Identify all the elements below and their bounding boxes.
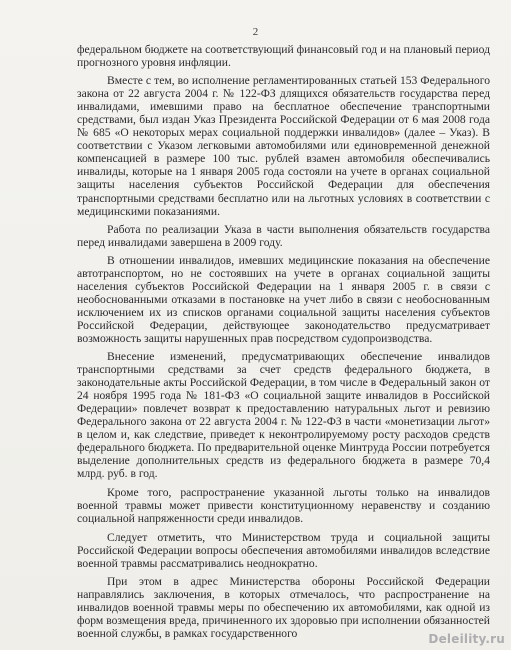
paragraph-ministry-review: Следует отметить, что Министерством труда и социальной защиты Российской Федерации вопросы обеспечения автомобилями инвалидов вследствие военной травмы рассматривались неоднократно. xyxy=(77,530,490,570)
paragraph-inequality: Кроме того, распространение указанной льготы только на инвалидов военной травмы может привести конституционному неравенству и созданию социальной напряженности среди инвалидов. xyxy=(77,485,490,525)
paragraph-unregistered-invalids: В отношении инвалидов, имевших медицинские показания на обеспечение автотранспортом, но не состоявших на учете в органах социальной защиты населения субъектов Российской Федерации на 1 января 2005 г. в связи с необоснованными отказами в постановке на учет либо в связи с необоснованным исключением их из списков органами социальной защиты населения субъектов Российской Федерации, действующее законодательство предусматривает возможность защиты нарушенных прав посредством судопроизводства. xyxy=(77,253,490,345)
document-body xyxy=(77,43,490,640)
page-number: 2 xyxy=(252,26,259,38)
paragraph-decree: Вместе с тем, во исполнение регламентированных статьей 153 Федерального закона от 22 августа 2004 г. № 122-ФЗ длящихся обязательств государства перед инвалидами, имевшими право на бесплатное обеспечение транспортными средствами, был издан Указ Президента Российской Федерации от 6 мая 2008 года № 685 «О некоторых мерах социальной поддержки инвалидов» (далее – Указ). В соответствии с Указом легковыми автомобилями или единовременной денежной компенсацией в размере 100 тыс. рублей взамен автомобиля обеспечивались инвалиды, которые на 1 января 2005 года состояли на учете в органах социальной защиты населения субъектов Российской Федерации для обеспечения транспортными средствами бесплатно или на льготных условиях в соответствии с медицинскими показаниями. xyxy=(77,74,490,218)
watermark: Deleility.ru xyxy=(428,632,505,646)
paragraph-decree-completed: Работа по реализации Указа в части выполнения обязательств государства перед инвалидами завершена в 2009 году. xyxy=(77,222,490,249)
paragraph-legislative-changes: Внесение изменений, предусматривающих обеспечение инвалидов транспортными средствами за счет средств федерального бюджета, в законодательные акты Российской Федерации, в том числе в Федеральный закон от 24 ноября 1995 года № 181-ФЗ «О социальной защите инвалидов в Российской Федерации» повлечет возврат к предоставлению натуральных льгот и ревизию Федерального закона от 22 августа 2004 г. № 122-ФЗ в части «монетизации льгот» в целом и, как следствие, приведет к неконтролируемому росту расходов средств федерального бюджета. По предварительной оценке Минтруда России потребуется выделение дополнительных средств из федерального бюджета в размере 70,4 млрд. руб. в год. xyxy=(77,350,490,481)
paragraph-budget-tail: федеральном бюджете на соответствующий финансовый год и на плановый период прогнозного уровня инфляции. xyxy=(77,43,490,70)
paragraph-defense-ministry: При этом в адрес Министерства обороны Российской Федерации направлялись заключения, в которых отмечалось, что распространение на инвалидов военной травмы меры по обеспечению их автомобилями, как одной из форм возмещения вреда, причиненного их здоровью при исполнении обязанностей военной службы, в рамках государственного xyxy=(77,574,490,640)
